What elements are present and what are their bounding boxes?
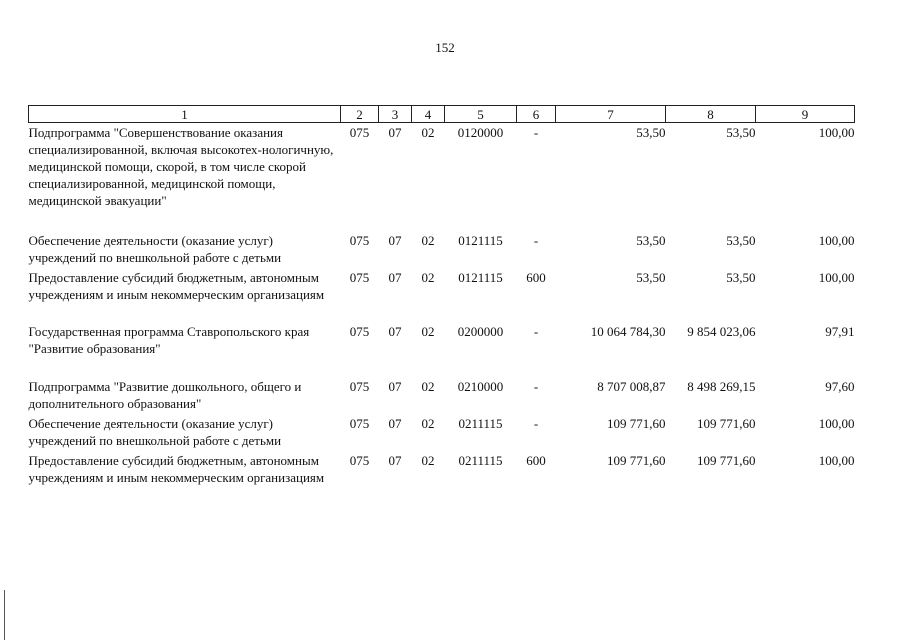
cell-type: -: [533, 125, 539, 140]
cell-actual: 53,50: [726, 125, 756, 140]
cell-subsection: 02: [421, 415, 435, 431]
cell-code: 075: [349, 323, 370, 339]
cell-target: 0211115: [458, 452, 503, 468]
cell-actual: 9 854 023,06: [687, 323, 756, 339]
cell-target: 0120000: [457, 125, 504, 140]
cell-actual: 109 771,60: [697, 452, 756, 468]
cell-subsection: 02: [421, 269, 435, 285]
cell-actual: 109 771,60: [697, 415, 756, 431]
column-header-7: 7: [556, 106, 666, 123]
column-header-3: 3: [379, 106, 412, 123]
cell-actual: 53,50: [726, 269, 756, 285]
cell-type: -: [533, 232, 539, 248]
cell-target: 0121115: [458, 232, 503, 248]
cell-subsection: 02: [421, 125, 435, 140]
cell-type: -: [533, 323, 539, 339]
row-name: Предоставление субсидий бюджетным, автономным учреждениям и иным некоммерческим организациям: [28, 269, 325, 302]
cell-percent: 100,00: [818, 452, 855, 468]
cell-type: 600: [526, 452, 546, 468]
cell-subsection: 02: [421, 452, 435, 468]
cell-plan: 109 771,60: [607, 452, 666, 468]
cell-type: 600: [526, 269, 546, 285]
cell-section: 07: [388, 415, 402, 431]
cell-subsection: 02: [421, 378, 435, 394]
scan-margin-line: [4, 590, 5, 640]
table-row: [29, 123, 855, 232]
cell-section: 07: [388, 452, 402, 468]
row-name: Подпрограмма "Совершенствование оказания специализированной, включая высокотех-нологичную, медицинской помощи, скорой, в том числе скорой специализированной, медицинской помощи, медицинской эвакуации": [28, 125, 334, 208]
cell-section: 07: [388, 323, 402, 339]
cell-percent: 100,00: [818, 125, 855, 140]
table-row: [29, 452, 855, 506]
page-number: 152: [435, 40, 455, 55]
cell-code: 075: [349, 452, 370, 468]
cell-plan: 109 771,60: [607, 415, 666, 431]
cell-percent: 100,00: [818, 415, 855, 431]
cell-target: 0121115: [458, 269, 503, 285]
table-row: [29, 415, 855, 452]
cell-code: 075: [349, 125, 370, 140]
row-name: Обеспечение деятельности (оказание услуг) учреждений по внешкольной работе с детьми: [28, 415, 282, 448]
cell-percent: 100,00: [818, 269, 855, 285]
cell-percent: 97,91: [825, 323, 855, 339]
column-header-8: 8: [666, 106, 756, 123]
column-header-9: 9: [756, 106, 855, 123]
cell-plan: 10 064 784,30: [590, 323, 666, 339]
row-name: Обеспечение деятельности (оказание услуг) учреждений по внешкольной работе с детьми: [28, 232, 282, 265]
cell-type: -: [533, 415, 539, 431]
cell-section: 07: [388, 125, 402, 140]
cell-target: 0200000: [457, 323, 504, 339]
cell-target: 0210000: [457, 378, 504, 394]
table-row: [29, 269, 855, 323]
table-row: [29, 378, 855, 415]
column-header-2: 2: [341, 106, 379, 123]
cell-plan: 53,50: [636, 125, 666, 140]
cell-plan: 53,50: [636, 269, 666, 285]
cell-section: 07: [388, 232, 402, 248]
table-row: [29, 323, 855, 378]
row-name: Государственная программа Ставропольского края "Развитие образования": [28, 323, 310, 356]
cell-code: 075: [349, 269, 370, 285]
cell-code: 075: [349, 378, 370, 394]
cell-percent: 100,00: [818, 232, 855, 248]
column-header-6: 6: [517, 106, 556, 123]
cell-code: 075: [349, 415, 370, 431]
table-row: [29, 232, 855, 269]
cell-plan: 8 707 008,87: [597, 378, 666, 394]
cell-type: -: [533, 378, 539, 394]
cell-section: 07: [388, 269, 402, 285]
cell-actual: 53,50: [726, 232, 756, 248]
column-header-1: 1: [29, 106, 341, 123]
column-header-5: 5: [445, 106, 517, 123]
cell-target: 0211115: [458, 415, 503, 431]
row-name: Предоставление субсидий бюджетным, автономным учреждениям и иным некоммерческим организациям: [28, 452, 325, 485]
header-row: [29, 106, 855, 123]
cell-percent: 97,60: [825, 378, 855, 394]
cell-subsection: 02: [421, 323, 435, 339]
cell-section: 07: [388, 378, 402, 394]
row-name: Подпрограмма "Развитие дошкольного, общего и дополнительного образования": [28, 378, 302, 411]
column-header-4: 4: [412, 106, 445, 123]
cell-actual: 8 498 269,15: [687, 378, 756, 394]
cell-code: 075: [349, 232, 370, 248]
budget-table: [28, 105, 855, 506]
cell-plan: 53,50: [636, 232, 666, 248]
cell-subsection: 02: [421, 232, 435, 248]
